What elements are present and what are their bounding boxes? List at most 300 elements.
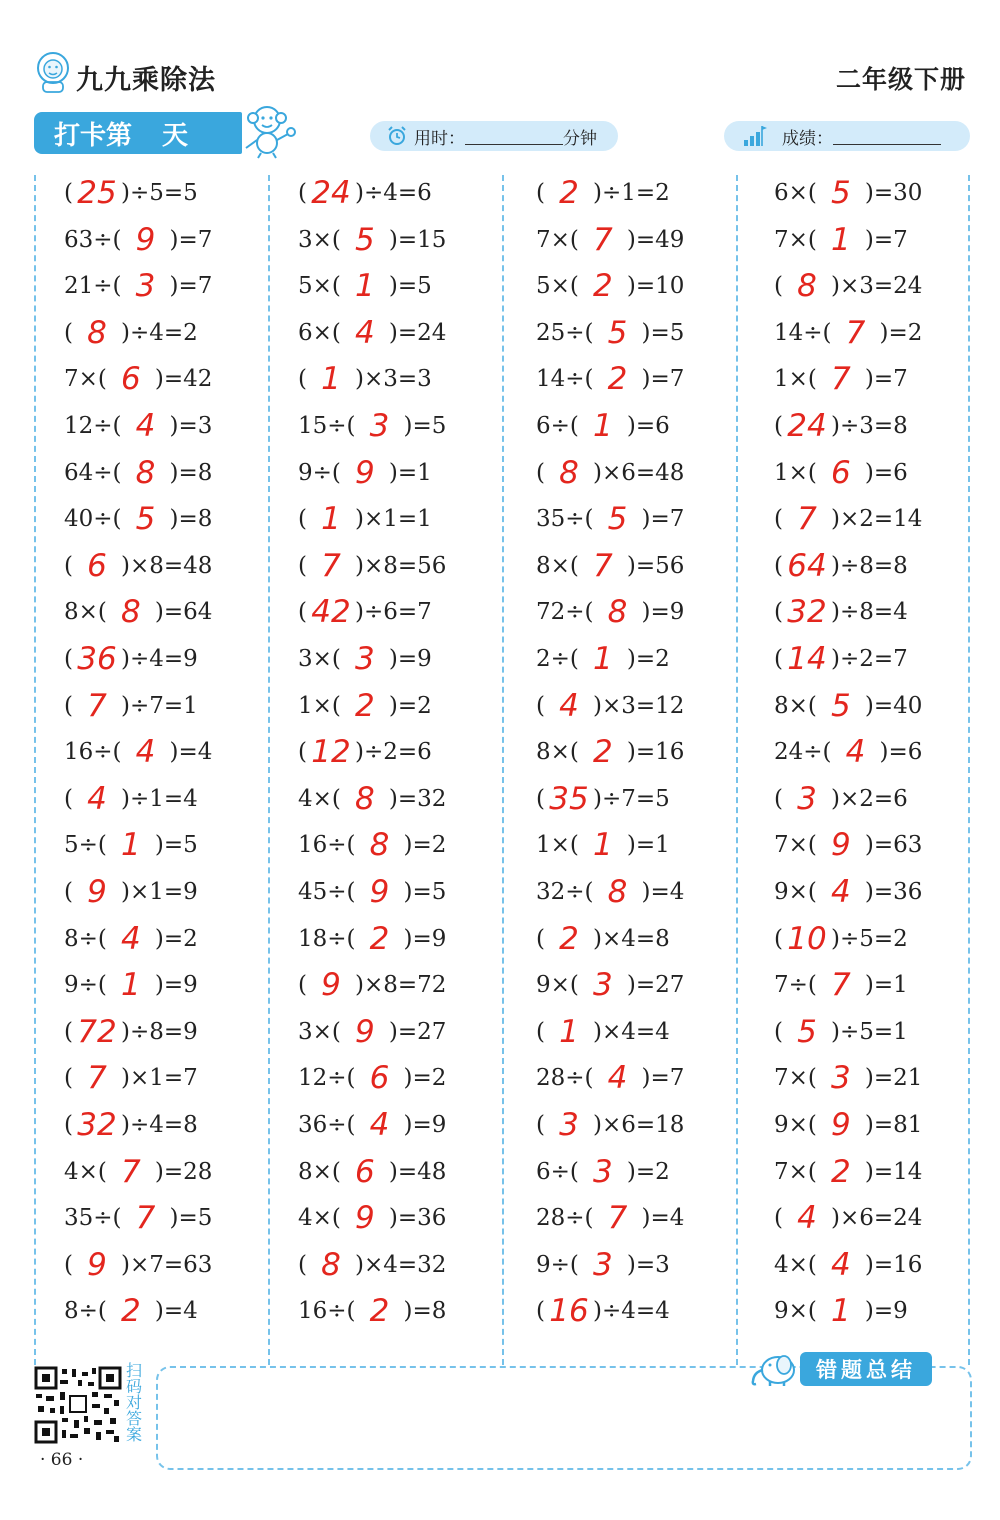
handwritten-answer[interactable]: 36 bbox=[77, 641, 117, 677]
problem-item bbox=[536, 729, 684, 775]
handwritten-answer[interactable]: 1 bbox=[355, 268, 375, 304]
problem-right-text: )÷6=7 bbox=[354, 599, 432, 625]
handwritten-answer[interactable]: 3 bbox=[135, 268, 156, 304]
problem-right-text: )×3=12 bbox=[592, 693, 685, 719]
problem-right-text: )=4 bbox=[154, 1298, 198, 1324]
problem-item bbox=[298, 170, 432, 216]
column-divider bbox=[736, 175, 738, 1365]
problem-left-text: 4×( bbox=[64, 1159, 107, 1185]
problem-right-text: )=2 bbox=[879, 320, 923, 346]
problem-right-text: )=9 bbox=[154, 972, 198, 998]
problem-item bbox=[774, 589, 908, 635]
handwritten-answer[interactable]: 7 bbox=[87, 688, 107, 724]
handwritten-answer[interactable]: 6 bbox=[355, 1154, 375, 1190]
problem-left-text: ( bbox=[774, 273, 783, 299]
problem-item bbox=[298, 1195, 446, 1241]
problem-right-text: )=9 bbox=[403, 1112, 447, 1138]
problem-right-text: )=7 bbox=[169, 227, 213, 253]
handwritten-answer[interactable]: 1 bbox=[559, 1014, 579, 1050]
problem-left-text: ( bbox=[64, 1112, 73, 1138]
handwritten-answer[interactable]: 2 bbox=[593, 268, 613, 304]
problem-right-text: )÷5=5 bbox=[120, 180, 198, 206]
problem-right-text: )÷7=1 bbox=[120, 693, 198, 719]
problem-right-text: )÷1=4 bbox=[120, 786, 198, 812]
problem-item bbox=[774, 263, 922, 309]
handwritten-answer[interactable]: 3 bbox=[593, 1154, 613, 1190]
handwritten-answer[interactable]: 4 bbox=[845, 734, 866, 770]
problem-left-text: 9÷( bbox=[536, 1252, 579, 1278]
problem-left-text: 64÷( bbox=[64, 460, 122, 486]
problem-item bbox=[774, 1149, 922, 1195]
handwritten-answer[interactable]: 6 bbox=[831, 455, 851, 491]
problem-left-text: 7×( bbox=[64, 366, 107, 392]
problem-item bbox=[774, 869, 922, 915]
problem-left-text: 5×( bbox=[298, 273, 341, 299]
problem-right-text: )÷5=1 bbox=[830, 1019, 908, 1045]
problem-item bbox=[298, 1102, 446, 1148]
problem-right-text: )÷4=2 bbox=[120, 320, 198, 346]
handwritten-answer[interactable]: 5 bbox=[607, 315, 628, 351]
handwritten-answer[interactable]: 24 bbox=[311, 175, 351, 211]
problem-item bbox=[536, 263, 684, 309]
problem-item bbox=[298, 450, 432, 496]
handwritten-answer[interactable]: 6 bbox=[121, 361, 141, 397]
problem-item bbox=[536, 1288, 670, 1334]
problem-left-text: 9×( bbox=[536, 972, 579, 998]
handwritten-answer[interactable]: 1 bbox=[831, 1293, 851, 1329]
problem-item bbox=[536, 869, 684, 915]
problem-right-text: )÷5=2 bbox=[830, 926, 908, 952]
problem-left-text: 24÷( bbox=[774, 739, 832, 765]
handwritten-answer[interactable]: 1 bbox=[121, 827, 141, 863]
problem-right-text: )×6=24 bbox=[830, 1205, 923, 1231]
problem-right-text: )=27 bbox=[626, 972, 685, 998]
grid-border-right bbox=[968, 175, 970, 1365]
handwritten-answer[interactable]: 5 bbox=[135, 501, 156, 537]
handwritten-answer[interactable]: 4 bbox=[831, 1247, 851, 1283]
handwritten-answer[interactable]: 5 bbox=[355, 222, 375, 258]
handwritten-answer[interactable]: 32 bbox=[77, 1107, 117, 1143]
handwritten-answer[interactable]: 7 bbox=[121, 1154, 141, 1190]
problem-left-text: 1×( bbox=[774, 366, 817, 392]
problem-left-text: ( bbox=[774, 553, 783, 579]
problem-right-text: )=30 bbox=[864, 180, 923, 206]
problem-right-text: )=16 bbox=[864, 1252, 923, 1278]
problem-left-text: 1×( bbox=[774, 460, 817, 486]
problem-left-text: ( bbox=[298, 972, 307, 998]
problem-left-text: 8÷( bbox=[64, 1298, 107, 1324]
problem-item bbox=[64, 403, 212, 449]
problem-right-text: )÷2=7 bbox=[830, 646, 908, 672]
problem-item bbox=[64, 1195, 212, 1241]
problem-item bbox=[536, 1195, 684, 1241]
handwritten-answer[interactable]: 24 bbox=[787, 408, 827, 444]
handwritten-answer[interactable]: 9 bbox=[831, 1107, 851, 1143]
handwritten-answer[interactable]: 9 bbox=[321, 967, 341, 1003]
problem-right-text: )=1 bbox=[388, 460, 432, 486]
handwritten-answer[interactable]: 3 bbox=[593, 1247, 613, 1283]
handwritten-answer[interactable]: 3 bbox=[355, 641, 375, 677]
problem-item bbox=[64, 869, 198, 915]
problem-item bbox=[536, 543, 684, 589]
problem-item bbox=[298, 683, 432, 729]
problem-item bbox=[298, 636, 432, 682]
problem-item bbox=[64, 962, 198, 1008]
problem-left-text: 8×( bbox=[298, 1159, 341, 1185]
handwritten-answer[interactable]: 8 bbox=[135, 455, 156, 491]
handwritten-answer[interactable]: 9 bbox=[355, 1200, 375, 1236]
problem-right-text: )=5 bbox=[388, 273, 432, 299]
handwritten-answer[interactable]: 8 bbox=[559, 455, 579, 491]
problem-right-text: )=40 bbox=[864, 693, 923, 719]
problem-right-text: )=2 bbox=[403, 1065, 447, 1091]
handwritten-answer[interactable]: 1 bbox=[593, 408, 613, 444]
qr-code-icon[interactable] bbox=[34, 1366, 122, 1444]
problem-item bbox=[536, 683, 684, 729]
problem-item bbox=[64, 776, 198, 822]
handwritten-answer[interactable]: 2 bbox=[593, 734, 613, 770]
problem-left-text: ( bbox=[298, 1252, 307, 1278]
problem-right-text: )×6=48 bbox=[592, 460, 685, 486]
problem-left-text: 2÷( bbox=[536, 646, 579, 672]
problem-left-text: 12÷( bbox=[298, 1065, 356, 1091]
handwritten-answer[interactable]: 10 bbox=[787, 921, 827, 957]
handwritten-answer[interactable]: 14 bbox=[787, 641, 827, 677]
problem-left-text: 72÷( bbox=[536, 599, 594, 625]
problem-item bbox=[64, 636, 198, 682]
handwritten-answer[interactable]: 5 bbox=[797, 1014, 817, 1050]
problem-right-text: )÷4=4 bbox=[592, 1298, 670, 1324]
problem-item bbox=[298, 403, 446, 449]
problem-right-text: )=6 bbox=[879, 739, 923, 765]
handwritten-answer[interactable]: 4 bbox=[369, 1107, 390, 1143]
handwritten-answer[interactable]: 9 bbox=[355, 1014, 375, 1050]
problem-right-text: )=5 bbox=[403, 879, 447, 905]
problem-item bbox=[298, 822, 446, 868]
problem-right-text: )×3=3 bbox=[354, 366, 432, 392]
handwritten-answer[interactable]: 7 bbox=[845, 315, 866, 351]
problem-left-text: ( bbox=[536, 460, 545, 486]
book-title: 九九乘除法 bbox=[76, 65, 216, 95]
checkin-banner bbox=[34, 112, 242, 154]
problem-left-text: ( bbox=[774, 1019, 783, 1045]
handwritten-answer[interactable]: 35 bbox=[549, 781, 589, 817]
problem-left-text: 36÷( bbox=[298, 1112, 356, 1138]
problem-right-text: )=15 bbox=[388, 227, 447, 253]
problem-right-text: )×8=56 bbox=[354, 553, 447, 579]
problem-right-text: )=7 bbox=[641, 366, 685, 392]
problem-right-text: )÷3=8 bbox=[830, 413, 908, 439]
handwritten-answer[interactable]: 2 bbox=[369, 921, 390, 957]
problem-right-text: )=81 bbox=[864, 1112, 923, 1138]
problem-right-text: )÷4=9 bbox=[120, 646, 198, 672]
problem-right-text: )×1=1 bbox=[354, 506, 432, 532]
grid-border-left bbox=[34, 175, 36, 1365]
problem-right-text: )=2 bbox=[154, 926, 198, 952]
handwritten-answer[interactable]: 7 bbox=[831, 967, 851, 1003]
problem-right-text: )=3 bbox=[626, 1252, 670, 1278]
score-field[interactable] bbox=[724, 121, 970, 151]
handwritten-answer[interactable]: 8 bbox=[607, 874, 628, 910]
problem-left-text: ( bbox=[536, 926, 545, 952]
handwritten-answer[interactable]: 3 bbox=[369, 408, 390, 444]
handwritten-answer[interactable]: 1 bbox=[593, 641, 613, 677]
problem-left-text: ( bbox=[536, 693, 545, 719]
problem-item bbox=[774, 1195, 922, 1241]
score-label: 成绩： bbox=[782, 128, 833, 148]
handwritten-answer[interactable]: 6 bbox=[87, 548, 107, 584]
handwritten-answer[interactable]: 9 bbox=[355, 455, 375, 491]
problem-right-text: )=2 bbox=[403, 832, 447, 858]
handwritten-answer[interactable]: 3 bbox=[559, 1107, 579, 1143]
problem-left-text: 21÷( bbox=[64, 273, 122, 299]
handwritten-answer[interactable]: 2 bbox=[355, 688, 375, 724]
grade-label: 二年级下册 bbox=[835, 66, 966, 94]
problem-left-text: 3×( bbox=[298, 227, 341, 253]
problem-right-text: )=4 bbox=[169, 739, 213, 765]
problem-left-text: 6×( bbox=[774, 180, 817, 206]
problem-left-text: 14÷( bbox=[774, 320, 832, 346]
page-number: · 66 · bbox=[40, 1450, 84, 1470]
problem-item bbox=[774, 1009, 908, 1055]
handwritten-answer[interactable]: 7 bbox=[321, 548, 341, 584]
problem-left-text: ( bbox=[774, 1205, 783, 1231]
problem-item bbox=[536, 1102, 684, 1148]
handwritten-answer[interactable]: 8 bbox=[321, 1247, 341, 1283]
handwritten-answer[interactable]: 42 bbox=[311, 594, 351, 630]
handwritten-answer[interactable]: 1 bbox=[321, 361, 341, 397]
handwritten-answer[interactable]: 25 bbox=[77, 175, 117, 211]
problem-right-text: )=24 bbox=[388, 320, 447, 346]
problem-item bbox=[774, 916, 908, 962]
problem-item bbox=[774, 1102, 922, 1148]
handwritten-answer[interactable]: 7 bbox=[607, 1200, 628, 1236]
handwritten-answer[interactable]: 2 bbox=[831, 1154, 851, 1190]
handwritten-answer[interactable]: 12 bbox=[311, 734, 351, 770]
problem-left-text: ( bbox=[64, 1065, 73, 1091]
problem-left-text: 1×( bbox=[536, 832, 579, 858]
problem-left-text: 9÷( bbox=[64, 972, 107, 998]
problem-left-text: 8×( bbox=[536, 553, 579, 579]
handwritten-answer[interactable]: 5 bbox=[607, 501, 628, 537]
problem-item bbox=[298, 962, 446, 1008]
problem-left-text: ( bbox=[298, 180, 307, 206]
problem-left-text: 8×( bbox=[64, 599, 107, 625]
problem-left-text: ( bbox=[64, 320, 73, 346]
problem-item bbox=[64, 543, 212, 589]
handwritten-answer[interactable]: 1 bbox=[321, 501, 341, 537]
problem-left-text: 45÷( bbox=[298, 879, 356, 905]
problem-item bbox=[774, 636, 908, 682]
problem-left-text: ( bbox=[64, 1252, 73, 1278]
handwritten-answer[interactable]: 5 bbox=[831, 688, 851, 724]
handwritten-answer[interactable]: 1 bbox=[593, 827, 613, 863]
handwritten-answer[interactable]: 4 bbox=[121, 921, 141, 957]
problem-left-text: ( bbox=[298, 506, 307, 532]
problem-right-text: )=5 bbox=[169, 1205, 213, 1231]
problem-left-text: 16÷( bbox=[298, 832, 356, 858]
problem-right-text: )×1=9 bbox=[120, 879, 198, 905]
problem-item bbox=[536, 310, 684, 356]
problem-left-text: ( bbox=[298, 739, 307, 765]
handwritten-answer[interactable]: 8 bbox=[121, 594, 141, 630]
problem-left-text: ( bbox=[774, 926, 783, 952]
checkin-prefix: 打卡第 bbox=[54, 119, 133, 150]
handwritten-answer[interactable]: 4 bbox=[607, 1060, 628, 1096]
monkey-mascot-icon bbox=[236, 98, 298, 160]
problem-item bbox=[536, 1149, 670, 1195]
handwritten-answer[interactable]: 2 bbox=[607, 361, 628, 397]
handwritten-answer[interactable]: 2 bbox=[121, 1293, 141, 1329]
problem-right-text: )=36 bbox=[864, 879, 923, 905]
problem-left-text: ( bbox=[64, 786, 73, 812]
time-unit: 分钟 bbox=[563, 128, 597, 148]
problem-right-text: )=5 bbox=[641, 320, 685, 346]
problem-right-text: )×4=32 bbox=[354, 1252, 447, 1278]
problem-left-text: 6×( bbox=[298, 320, 341, 346]
problem-right-text: )=9 bbox=[388, 646, 432, 672]
problem-right-text: )×1=7 bbox=[120, 1065, 198, 1091]
time-label: 用时： bbox=[414, 128, 465, 148]
problem-right-text: )=36 bbox=[388, 1205, 447, 1231]
handwritten-answer[interactable]: 5 bbox=[831, 175, 851, 211]
problem-right-text: )×2=6 bbox=[830, 786, 908, 812]
handwritten-answer[interactable]: 2 bbox=[559, 175, 579, 211]
problem-item bbox=[298, 310, 446, 356]
checkin-suffix: 天 bbox=[162, 119, 189, 150]
handwritten-answer[interactable]: 9 bbox=[135, 222, 156, 258]
problem-left-text: 35÷( bbox=[64, 1205, 122, 1231]
handwritten-answer[interactable]: 64 bbox=[787, 548, 827, 584]
problem-left-text: 6÷( bbox=[536, 1159, 579, 1185]
problem-right-text: )×8=48 bbox=[120, 553, 213, 579]
problem-left-text: 4×( bbox=[298, 1205, 341, 1231]
problem-right-text: )÷7=5 bbox=[592, 786, 670, 812]
problem-right-text: )=6 bbox=[864, 460, 908, 486]
problem-right-text: )=4 bbox=[641, 879, 685, 905]
problem-right-text: )÷4=8 bbox=[120, 1112, 198, 1138]
problem-right-text: )×6=18 bbox=[592, 1112, 685, 1138]
problem-item bbox=[298, 589, 432, 635]
problem-left-text: ( bbox=[536, 180, 545, 206]
problem-left-text: 8×( bbox=[774, 693, 817, 719]
handwritten-answer[interactable]: 9 bbox=[831, 827, 851, 863]
handwritten-answer[interactable]: 72 bbox=[77, 1014, 117, 1050]
problem-item bbox=[64, 683, 198, 729]
handwritten-answer[interactable]: 7 bbox=[593, 222, 613, 258]
handwritten-answer[interactable]: 8 bbox=[87, 315, 107, 351]
problem-left-text: 3×( bbox=[298, 646, 341, 672]
handwritten-answer[interactable]: 3 bbox=[797, 781, 817, 817]
handwritten-answer[interactable]: 4 bbox=[831, 874, 851, 910]
problem-right-text: )=2 bbox=[626, 646, 670, 672]
problem-left-text: 63÷( bbox=[64, 227, 122, 253]
problem-item bbox=[64, 1288, 198, 1334]
handwritten-answer[interactable]: 16 bbox=[549, 1293, 589, 1329]
handwritten-answer[interactable]: 1 bbox=[831, 222, 851, 258]
problem-right-text: )=56 bbox=[626, 553, 685, 579]
problem-left-text: 9×( bbox=[774, 1112, 817, 1138]
score-blank[interactable] bbox=[833, 128, 941, 145]
handwritten-answer[interactable]: 9 bbox=[87, 1247, 107, 1283]
handwritten-answer[interactable]: 7 bbox=[135, 1200, 156, 1236]
handwritten-answer[interactable]: 3 bbox=[593, 967, 613, 1003]
problem-left-text: ( bbox=[64, 879, 73, 905]
problem-right-text: )=2 bbox=[388, 693, 432, 719]
handwritten-answer[interactable]: 8 bbox=[607, 594, 628, 630]
handwritten-answer[interactable]: 7 bbox=[593, 548, 613, 584]
handwritten-answer[interactable]: 8 bbox=[797, 268, 817, 304]
problem-right-text: )=8 bbox=[169, 506, 213, 532]
handwritten-answer[interactable]: 7 bbox=[87, 1060, 107, 1096]
handwritten-answer[interactable]: 6 bbox=[369, 1060, 390, 1096]
problem-right-text: )=3 bbox=[169, 413, 213, 439]
problem-right-text: )÷2=6 bbox=[354, 739, 432, 765]
time-blank[interactable] bbox=[465, 128, 563, 145]
problem-item bbox=[64, 1102, 198, 1148]
problem-item bbox=[64, 170, 198, 216]
problem-item bbox=[774, 356, 908, 402]
handwritten-answer[interactable]: 8 bbox=[355, 781, 375, 817]
problem-item bbox=[298, 1242, 446, 1288]
handwritten-answer[interactable]: 4 bbox=[135, 734, 156, 770]
problem-left-text: 28÷( bbox=[536, 1205, 594, 1231]
handwritten-answer[interactable]: 2 bbox=[559, 921, 579, 957]
problem-left-text: 3×( bbox=[298, 1019, 341, 1045]
problem-left-text: 7×( bbox=[774, 832, 817, 858]
handwritten-answer[interactable]: 2 bbox=[369, 1293, 390, 1329]
handwritten-answer[interactable]: 7 bbox=[797, 501, 817, 537]
problem-right-text: )=1 bbox=[864, 972, 908, 998]
problem-item bbox=[774, 543, 908, 589]
handwritten-answer[interactable]: 4 bbox=[559, 688, 579, 724]
handwritten-answer[interactable]: 3 bbox=[831, 1060, 851, 1096]
handwritten-answer[interactable]: 4 bbox=[87, 781, 107, 817]
problem-left-text: ( bbox=[64, 553, 73, 579]
handwritten-answer[interactable]: 4 bbox=[355, 315, 375, 351]
problem-left-text: 5÷( bbox=[64, 832, 107, 858]
problem-item bbox=[774, 1055, 922, 1101]
bar-chart-flag-icon bbox=[742, 124, 768, 148]
handwritten-answer[interactable]: 8 bbox=[369, 827, 390, 863]
time-field[interactable] bbox=[370, 121, 618, 151]
problem-item bbox=[298, 543, 446, 589]
problem-item bbox=[64, 729, 212, 775]
problem-item bbox=[64, 916, 198, 962]
problem-item bbox=[298, 263, 432, 309]
scan-for-answers-label: 扫码对答案 bbox=[126, 1363, 143, 1444]
handwritten-answer[interactable]: 7 bbox=[831, 361, 851, 397]
problem-right-text: )=7 bbox=[641, 506, 685, 532]
problem-item bbox=[774, 729, 922, 775]
handwritten-answer[interactable]: 1 bbox=[121, 967, 141, 1003]
problem-right-text: )=7 bbox=[864, 227, 908, 253]
problem-left-text: 12÷( bbox=[64, 413, 122, 439]
handwritten-answer[interactable]: 9 bbox=[369, 874, 390, 910]
problem-right-text: )÷8=8 bbox=[830, 553, 908, 579]
handwritten-answer[interactable]: 32 bbox=[787, 594, 827, 630]
problem-left-text: 40÷( bbox=[64, 506, 122, 532]
problem-item bbox=[774, 450, 908, 496]
problem-left-text: 1×( bbox=[298, 693, 341, 719]
problem-item bbox=[536, 403, 670, 449]
problem-left-text: ( bbox=[774, 786, 783, 812]
handwritten-answer[interactable]: 4 bbox=[135, 408, 156, 444]
problem-left-text: ( bbox=[774, 599, 783, 625]
handwritten-answer[interactable]: 9 bbox=[87, 874, 107, 910]
handwritten-answer[interactable]: 4 bbox=[797, 1200, 817, 1236]
problem-item bbox=[536, 916, 670, 962]
